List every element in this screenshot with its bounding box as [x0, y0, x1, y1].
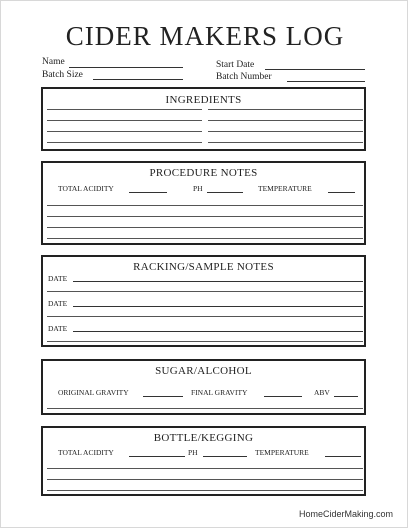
batch-size-label: Batch Size	[42, 70, 83, 80]
total-acidity-label: TOTAL ACIDITY	[58, 184, 114, 193]
total-acidity-field[interactable]	[129, 192, 167, 193]
sugar-alcohol-title: SUGAR/ALCOHOL	[155, 365, 252, 377]
final-gravity-label: FINAL GRAVITY	[191, 388, 248, 397]
bottle-kegging-section	[41, 426, 366, 496]
temperature-field[interactable]	[325, 456, 361, 457]
ph-field[interactable]	[203, 456, 247, 457]
name-field[interactable]	[69, 67, 183, 68]
notes-line[interactable]	[47, 238, 363, 239]
date-label: DATE	[48, 324, 68, 333]
date-field[interactable]	[73, 306, 363, 307]
ingredient-line[interactable]	[208, 131, 363, 132]
ingredient-line[interactable]	[47, 131, 202, 132]
batch-number-field[interactable]	[287, 81, 365, 82]
name-label: Name	[42, 57, 65, 67]
sugar-alcohol-section	[41, 359, 366, 415]
start-date-field[interactable]	[265, 69, 365, 70]
abv-label: ABV	[314, 388, 330, 397]
batch-number-label: Batch Number	[216, 72, 272, 82]
notes-line[interactable]	[47, 216, 363, 217]
abv-field[interactable]	[334, 396, 358, 397]
batch-size-field[interactable]	[93, 79, 183, 80]
notes-line[interactable]	[47, 291, 363, 292]
start-date-label: Start Date	[216, 60, 255, 70]
ingredient-line[interactable]	[208, 120, 363, 121]
page-title: CIDER MAKERS LOG	[65, 21, 345, 51]
notes-line[interactable]	[47, 479, 363, 480]
ph-field[interactable]	[207, 192, 243, 193]
ingredients-section	[41, 87, 366, 151]
ingredient-line[interactable]	[208, 142, 363, 143]
bottle-kegging-title: BOTTLE/KEGGING	[153, 432, 254, 444]
original-gravity-label: ORIGINAL GRAVITY	[58, 388, 129, 397]
ingredient-line[interactable]	[208, 109, 363, 110]
temperature-field[interactable]	[328, 192, 355, 193]
ingredient-line[interactable]	[47, 142, 202, 143]
footer-site: HomeCiderMaking.com	[298, 509, 393, 519]
temperature-label: TEMPERATURE	[258, 184, 312, 193]
date-field[interactable]	[73, 281, 363, 282]
date-field[interactable]	[73, 331, 363, 332]
procedure-notes-section	[41, 161, 366, 245]
final-gravity-field[interactable]	[264, 396, 302, 397]
procedure-notes-title: PROCEDURE NOTES	[149, 167, 258, 179]
racking-notes-title: RACKING/SAMPLE NOTES	[133, 261, 274, 273]
notes-line[interactable]	[47, 316, 363, 317]
notes-line[interactable]	[47, 341, 363, 342]
notes-line[interactable]	[47, 408, 363, 409]
notes-line[interactable]	[47, 468, 363, 469]
racking-notes-section	[41, 255, 366, 347]
total-acidity-field[interactable]	[129, 456, 185, 457]
notes-line[interactable]	[47, 205, 363, 206]
ph-label: PH	[193, 184, 203, 193]
temperature-label: TEMPERATURE	[255, 448, 309, 457]
ingredient-line[interactable]	[47, 120, 202, 121]
notes-line[interactable]	[47, 490, 363, 491]
total-acidity-label: TOTAL ACIDITY	[58, 448, 114, 457]
ingredient-line[interactable]	[47, 109, 202, 110]
date-label: DATE	[48, 299, 68, 308]
original-gravity-field[interactable]	[143, 396, 183, 397]
ingredients-title: INGREDIENTS	[165, 94, 242, 106]
date-label: DATE	[48, 274, 68, 283]
notes-line[interactable]	[47, 227, 363, 228]
ph-label: PH	[188, 448, 198, 457]
